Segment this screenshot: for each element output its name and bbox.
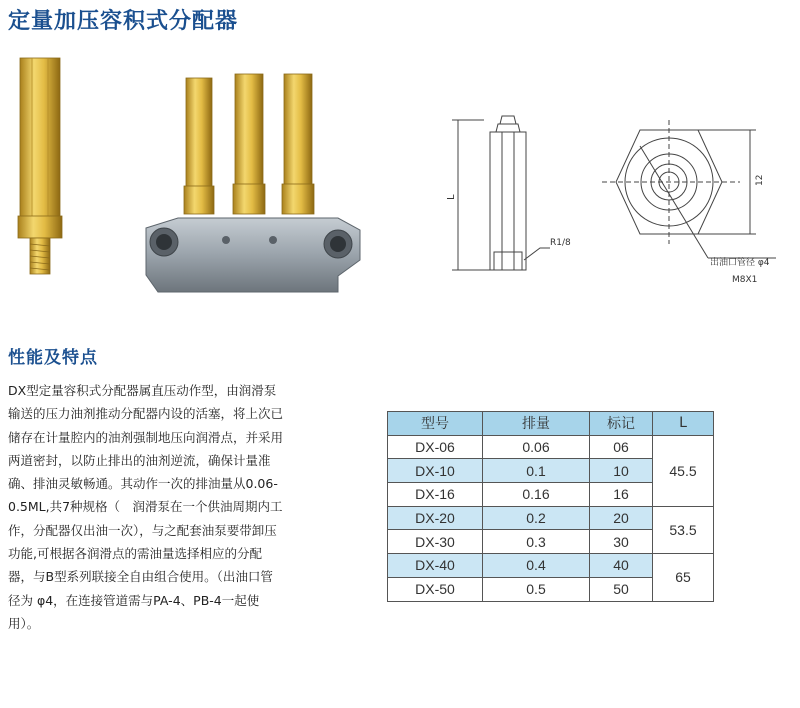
model-cell: DX-30 [388, 530, 483, 554]
page-title: 定量加压容积式分配器 [8, 9, 239, 34]
model-cell: DX-20 [388, 506, 483, 530]
mark-cell: 20 [590, 506, 653, 530]
header-model: 型号 [388, 412, 483, 436]
table-row [388, 506, 714, 530]
table-row [388, 435, 714, 459]
mark-cell: 40 [590, 554, 653, 578]
length-cell: 65 [653, 554, 714, 601]
manifold-assembly-image [138, 70, 368, 310]
displacement-cell: 0.2 [483, 506, 590, 530]
displacement-cell: 0.16 [483, 483, 590, 507]
length-label: L [446, 194, 457, 200]
dimension-drawing [440, 110, 790, 290]
mark-cell: 06 [590, 435, 653, 459]
thread-label: R1/8 [550, 238, 571, 248]
model-cell: DX-16 [388, 483, 483, 507]
mark-cell: 16 [590, 483, 653, 507]
mark-cell: 30 [590, 530, 653, 554]
mark-cell: 50 [590, 577, 653, 601]
header-length: L [653, 412, 714, 436]
length-cell: 53.5 [653, 506, 714, 553]
length-cell: 45.5 [653, 435, 714, 506]
spec-table [387, 411, 714, 602]
height-label: 12 [755, 174, 765, 186]
model-cell: DX-06 [388, 435, 483, 459]
table-header-row [388, 412, 714, 436]
features-description: DX型定量容积式分配器属直压动作型，由润滑泵输送的压力油剂推动分配器内设的活塞，将上次已储存在计量腔内的油剂强制地压向润滑点，并采用两道密封，以防止排出的油剂逆流，确保计量准确、排油灵敏畅通。其动作一次的排油量从0.06-0.5ML,共7种规格（ 润滑泵在一个供油周期内工作，分配器仅出油一次），与之配套油泵要带卸压功能,可根据各润滑点的需油量选择相应的分配器，与B型系列联接全自由组合使用。（出油口管径为 φ4，在连接管道需与PA-4、PB-4一起使用）。 [8, 383, 284, 631]
features-title: 性能及特点 [8, 348, 98, 368]
model-cell: DX-50 [388, 577, 483, 601]
model-cell: DX-40 [388, 554, 483, 578]
single-distributor-image [10, 52, 70, 292]
displacement-cell: 0.4 [483, 554, 590, 578]
displacement-cell: 0.06 [483, 435, 590, 459]
displacement-cell: 0.5 [483, 577, 590, 601]
displacement-cell: 0.3 [483, 530, 590, 554]
displacement-cell: 0.1 [483, 459, 590, 483]
header-mark: 标记 [590, 412, 653, 436]
bolt-label: M8X1 [732, 275, 758, 285]
model-cell: DX-10 [388, 459, 483, 483]
table-row [388, 554, 714, 578]
mark-cell: 10 [590, 459, 653, 483]
outlet-label: 出油口管径 φ4 [710, 258, 770, 268]
header-displacement: 排量 [483, 412, 590, 436]
